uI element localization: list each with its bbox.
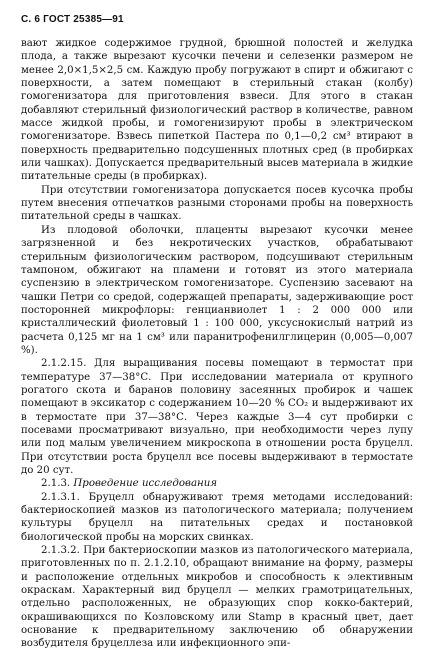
section-title: Проведение исследования	[73, 478, 218, 490]
section-number: 2.1.3.	[41, 478, 71, 490]
paragraph-2-1-2-15: 2.1.2.15. Для выращивания посевы помещают в термостат при температуре 37—38°С. При исследовании материала от крупного рогатого скота и баранов половину засеянных пробирок и чашек помещают в эксикатор с содержанием 10—20 % СО₂ и выдерживают их в термостате при 37—38°С. Через каждые 3—4 сут пробирки с посевами просматривают визуально, при необходимости через лупу или под малым увеличением микроскопа в отношении роста бруцелл. При отсутствии роста бруцелл все посевы выдерживают в термостате до 20 сут.	[21, 358, 413, 476]
page-header: С. 6 ГОСТ 25385—91	[21, 14, 124, 25]
paragraph-no-homogenizer: При отсутствии гомогенизатора допускается посев кусочка пробы путем внесения отпечатков разными сторонами пробы на поверхность питательной среды в чашках.	[21, 184, 413, 223]
paragraph-fetal-membrane: Из плодовой оболочки, плаценты вырезают кусочки менее загрязненной и без некротических участков, обрабатывают стерильным физиологическим раствором, подсушивают стерильным тампоном, обжигают на пламени и готовят из этого материала суспензию в электрическом гомогенизаторе. Суспензию засевают на чашки Петри со средой, содержащей препараты, задерживающие рост посторонней микрофлоры: генцианвиолет 1 : 2 000 000 или кристаллический фиолетовый 1 : 100 000, уксуснокислый натрий из расчета 0,125 мг на 1 см³ или паранитрофенилглицерин (0,005—0,007 %).	[21, 224, 413, 356]
paragraph-continuation: вают жидкое содержимое грудной, брюшной полостей и желудка плода, а также вырезают кусочки печени и селезенки размером не менее 2,0×1,5×2,5 см. Каждую пробу погружают в спирт и обжигают с поверхности, а затем помещают в стерильный стакан (колбу) гомогенизатора для приготовления взвеси. Для этого в стакан добавляют стерильный физиологический раствор в количестве, равном массе жидкой пробы, и гомогенизируют пробы в электрическом гомогенизаторе. Взвесь пипеткой Пастера по 0,1—0,2 см³ втирают в поверхность предварительно подсушенных плотных сред (в пробирках или чашках). Допускается предварительный высев материала в жидкие питательные среды (в пробирках).	[21, 38, 413, 183]
paragraph-2-1-3-1: 2.1.3.1. Бруцелл обнаруживают тремя методами исследований: бактериоскопией мазков из патологического материала; получением культуры бруцелл на питательных средах и постановкой биологической пробы на морских свинках.	[21, 491, 413, 543]
document-page	[21, 14, 413, 651]
section-heading-2-1-3	[21, 477, 413, 490]
paragraph-2-1-3-2: 2.1.3.2. При бактериоскопии мазков из патологического материала, приготовленных по п. 2.1.2.10, обращают внимание на форму, размеры и расположение отдельных микробов и способность к элективным окраскам. Характерный вид бруцелл — мелких грамотрицательных, отдельно расположенных, не образующих спор кокко-бактерий, окрашивающихся по Козловскому или Stamp в красный цвет, дает основание к предварительному заключению об обнаружении возбудителя бруцеллеза или инфекционного эпи-	[21, 545, 413, 650]
